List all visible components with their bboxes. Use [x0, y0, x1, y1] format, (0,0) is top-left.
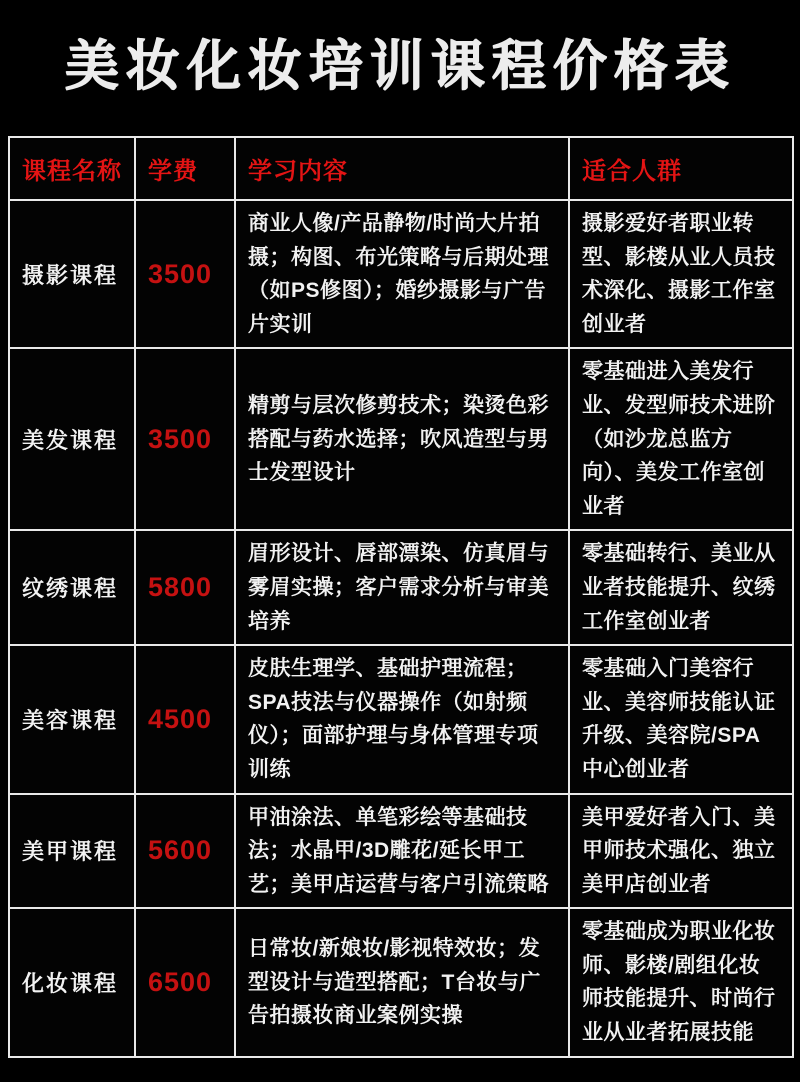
audience-cell: 零基础成为职业化妆师、影楼/剧组化妆师技能提升、时尚行业从业者拓展技能	[569, 908, 793, 1056]
course-name-cell: 化妆课程	[9, 908, 135, 1056]
audience-cell: 摄影爱好者职业转型、影楼从业人员技术深化、摄影工作室创业者	[569, 200, 793, 348]
header-cell-course-name: 课程名称	[9, 137, 135, 200]
table-row-beauty	[9, 645, 793, 793]
content-cell: 皮肤生理学、基础护理流程；SPA技法与仪器操作（如射频仪）；面部护理与身体管理专项训练	[235, 645, 569, 793]
price-cell: 6500	[135, 908, 235, 1056]
content-cell: 商业人像/产品静物/时尚大片拍摄；构图、布光策略与后期处理（如PS修图）；婚纱摄影与广告片实训	[235, 200, 569, 348]
table-row-photography	[9, 200, 793, 348]
course-name-cell: 摄影课程	[9, 200, 135, 348]
course-name-cell: 纹绣课程	[9, 530, 135, 645]
table-row-semi-permanent	[9, 530, 793, 645]
course-name-cell: 美甲课程	[9, 794, 135, 909]
price-cell: 5600	[135, 794, 235, 909]
audience-cell: 美甲爱好者入门、美甲师技术强化、独立美甲店创业者	[569, 794, 793, 909]
header-row	[9, 137, 793, 200]
header-cell-tuition: 学费	[135, 137, 235, 200]
content-cell: 甲油涂法、单笔彩绘等基础技法；水晶甲/3D雕花/延长甲工艺；美甲店运营与客户引流策略	[235, 794, 569, 909]
content-cell: 日常妆/新娘妆/影视特效妆；发型设计与造型搭配；T台妆与广告拍摄妆商业案例实操	[235, 908, 569, 1056]
course-price-table	[8, 136, 794, 1058]
table-row-makeup	[9, 908, 793, 1056]
audience-cell: 零基础进入美发行业、发型师技术进阶（如沙龙总监方向）、美发工作室创业者	[569, 348, 793, 530]
page-title: 美妆化妆培训课程价格表	[64, 36, 736, 96]
header-cell-target-audience: 适合人群	[569, 137, 793, 200]
content-cell: 精剪与层次修剪技术；染烫色彩搭配与药水选择；吹风造型与男士发型设计	[235, 348, 569, 530]
price-cell: 5800	[135, 530, 235, 645]
price-cell: 3500	[135, 348, 235, 530]
table-row-hairdressing	[9, 348, 793, 530]
price-cell: 4500	[135, 645, 235, 793]
content-cell: 眉形设计、唇部漂染、仿真眉与雾眉实操；客户需求分析与审美培养	[235, 530, 569, 645]
price-cell: 3500	[135, 200, 235, 348]
header-cell-learning-content: 学习内容	[235, 137, 569, 200]
course-name-cell: 美容课程	[9, 645, 135, 793]
course-name-cell: 美发课程	[9, 348, 135, 530]
table-row-nail-art	[9, 794, 793, 909]
audience-cell: 零基础入门美容行业、美容师技能认证升级、美容院/SPA中心创业者	[569, 645, 793, 793]
audience-cell: 零基础转行、美业从业者技能提升、纹绣工作室创业者	[569, 530, 793, 645]
